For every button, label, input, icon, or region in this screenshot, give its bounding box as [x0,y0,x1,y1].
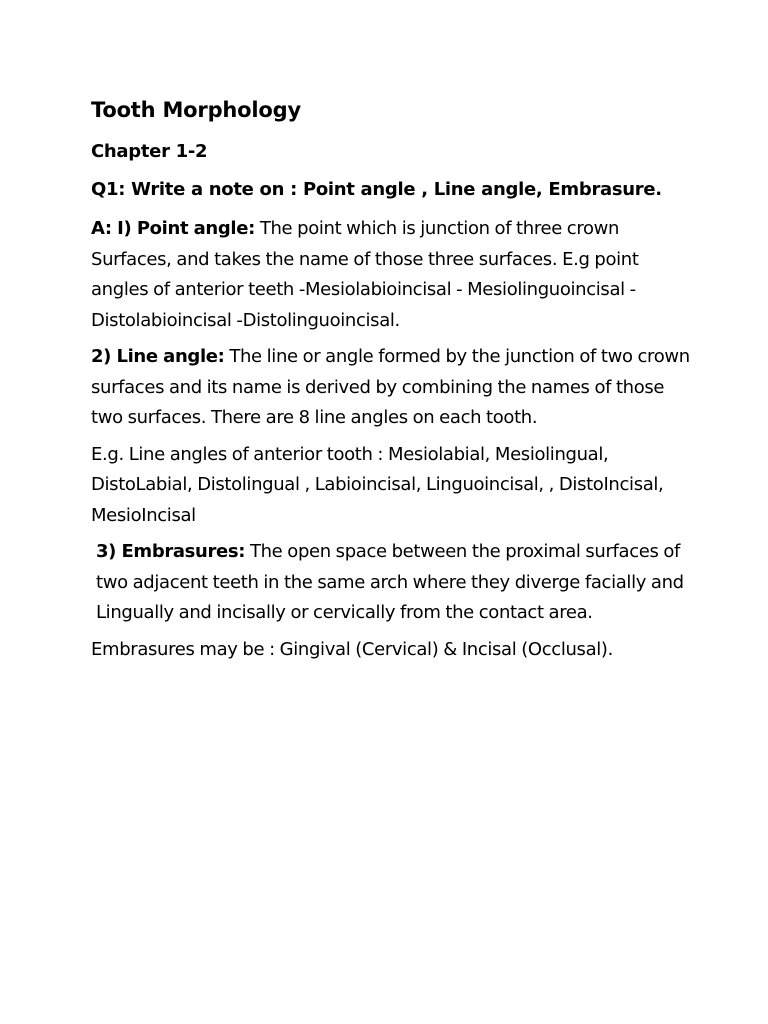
point-angle-text: The point which is junction of three crown Surfaces, and takes the name of those three surfaces. E.g point angles of anterior teeth -Mesiolabioincisal - Mesiolinguoincisal -Distolabioincisal -Distolinguoincisal. [91,218,639,331]
document-title: Tooth Morphology [91,98,301,122]
line-angle-text: The line or angle formed by the junction of two crown surfaces and its name is derived by combining the names of those two surfaces. There are 8 line angles on each tooth. [91,346,690,428]
line-angle-label: 2) Line angle: [91,346,225,367]
embrasures-text: The open space between the proximal surfaces of two adjacent teeth in the same arch where they diverge facially and Lingually and incisally or cervically from the contact area. [96,541,684,623]
line-angle-examples-paragraph: E.g. Line angles of anterior tooth : Mesiolabial, Mesiolingual, DistoLabial, Distolingual , Labioincisal, Linguoincisal, , DistoIncisal, MesioIncisal [91,443,664,526]
point-angle-paragraph [91,214,691,336]
document-page [91,96,691,671]
point-angle-label: A: I) Point angle: [91,218,255,239]
embrasures-label: 3) Embrasures: [96,541,246,562]
embrasures-paragraph [91,537,691,629]
line-angle-paragraph [91,342,691,434]
chapter-heading: Chapter 1-2 [91,141,208,162]
question-heading: Q1: Write a note on : Point angle , Line angle, Embrasure. [91,179,662,200]
embrasure-types-paragraph: Embrasures may be : Gingival (Cervical) & Incisal (Occlusal). [91,638,613,660]
